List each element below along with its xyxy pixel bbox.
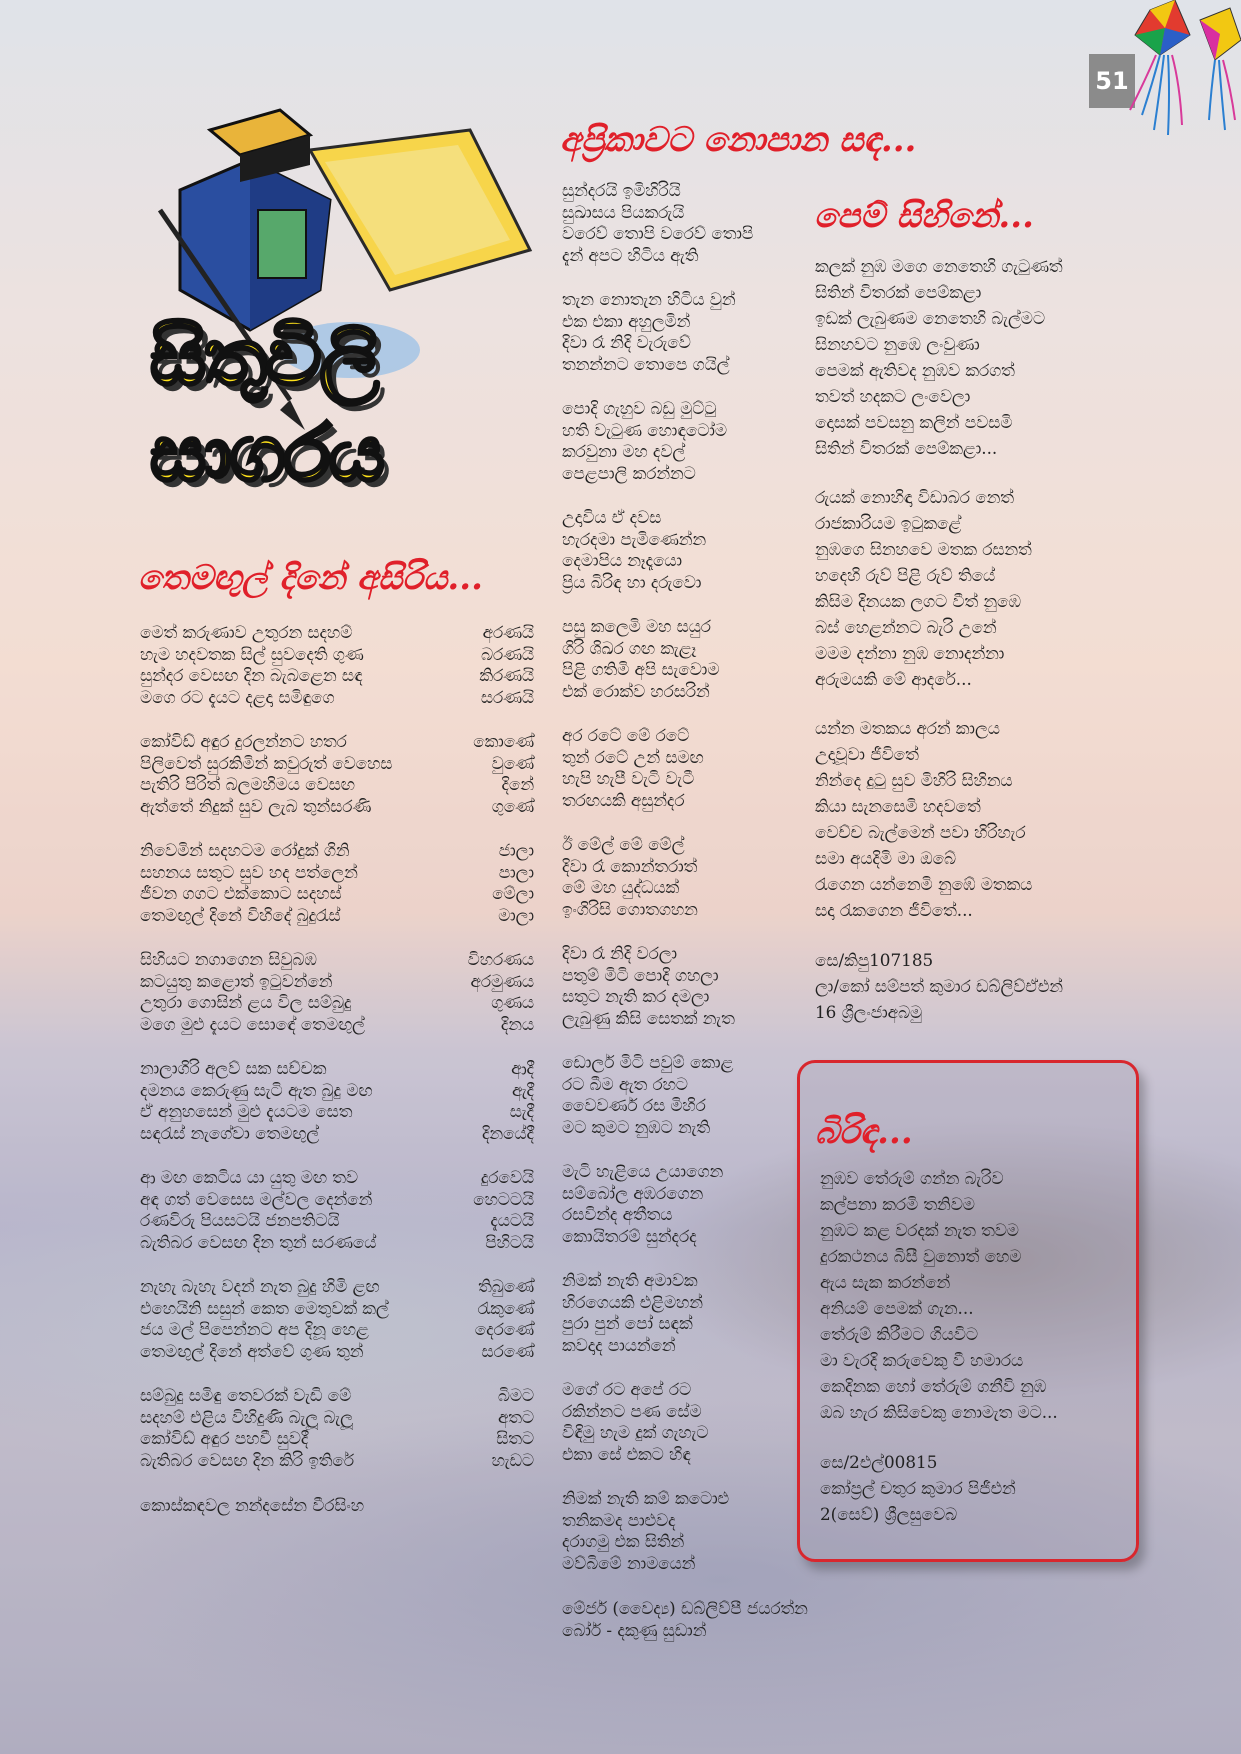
- poem1-line-text: සිහියට නගාගෙන සිවුබඹ: [140, 949, 317, 969]
- poem1-line-ending: ජාලා: [498, 840, 534, 860]
- poem1-line: [140, 1167, 534, 1189]
- poem2-body: [562, 180, 808, 1641]
- poem1-line-ending: විහරණය: [467, 949, 534, 969]
- poem1-line: [140, 1319, 534, 1341]
- poem4-lines: ඇය සැක කරන්නේ: [820, 1272, 951, 1292]
- poem2-line: පිළි ගතිමි අපි සැවොම: [562, 659, 720, 679]
- poem3-line: රැගෙන යන්නෙමි නුඹේ මතකය: [815, 874, 1033, 894]
- poem2-stanza: [562, 398, 792, 484]
- poem2-stanza: [562, 180, 792, 266]
- poem3-line: සදා රැකගෙන ජීවිතේ...: [815, 900, 973, 920]
- poem1-line-text: උතුරා ගොසින් ළය විල සම්බුදු: [140, 992, 352, 1012]
- poem2-line: මව්බිමේ නාමයෙන්: [562, 1552, 696, 1573]
- poem1-line-text: මෙත් කරුණාව උතුරන සදහම්: [140, 622, 353, 642]
- poem4-title: බිරිඳ...: [815, 1112, 913, 1152]
- poem2-line: කරවුනා මහ දවල්: [562, 441, 686, 461]
- logo-title-line1: සිතුවිලි: [150, 313, 378, 403]
- poem1-line-ending: අරමුණය: [470, 970, 534, 991]
- poem1-line: [140, 1407, 534, 1429]
- poem1-line-ending: අතට: [497, 1406, 534, 1427]
- poem1-line: [140, 622, 534, 644]
- poem1-line-text: ඒ අනුහසෙන් මුළු දැයටම සෙත: [140, 1101, 353, 1121]
- poem1-line-text: තෙමඟුල් දිනේ විහිදේ බුදුරැස්: [140, 904, 341, 925]
- poem1-line-text: අඳ ගත් වෙසෙස මල්වල දෙන්නේ: [140, 1188, 373, 1209]
- poem1-line-text: සුන්දර වෙසඟ දින බැබළෙන සඳ: [140, 665, 363, 685]
- poem2-line: ඉංගිරිසි ගොතගහන: [562, 898, 698, 919]
- poem1-title: තෙමඟුල් දිනේ අසිරිය...: [138, 558, 483, 598]
- poem4-lines: කෙදිනක හෝ තේරුම් ගනීවි නුඹ: [820, 1376, 1047, 1396]
- poem2-line: පුරා පුන් පෝ සඳක්: [562, 1313, 693, 1333]
- poem1-line-text: නිවෙමින් සදහටම රෝදුක් ගිනි: [140, 840, 350, 860]
- poem1-line: [140, 1189, 534, 1211]
- poem1-line-text: කෝවිඩ් අඳුර පහවී සුවදී: [140, 1428, 309, 1448]
- poem3-line: සිතින් විතරක් පෙම්කළා: [815, 282, 982, 302]
- poem1-line: [140, 796, 534, 818]
- poem3-line: නුඹගෙ සිනහවෙ මතක රසනත්: [815, 539, 1032, 559]
- poem4-lines: අනියම් පෙමක් ගැන...: [820, 1298, 974, 1318]
- poem1-line-ending: පාලා: [498, 861, 534, 882]
- poem1-line-ending: දැයටයි: [490, 1210, 534, 1230]
- poem1-line-text: ජය මල් පිපෙන්නට අප දිනූ හෙළ: [140, 1319, 369, 1339]
- poem1-line-text: සම්බුදු සමිඳු තෙවරක් වැඩි මේ: [140, 1385, 352, 1405]
- poem1-line-ending: දිනේ: [501, 774, 534, 794]
- poem2-line: පසු කලෙමි මහ සයුර: [562, 616, 711, 636]
- poem2-stanza: [562, 289, 792, 375]
- poem2-line: ඊ මේල් මේ මේල්: [562, 834, 685, 854]
- poem4-lines: දුරකථනය බිසී වුනොත් හෙම: [820, 1246, 1022, 1266]
- poem1-line-text: එහෙයිනි සසුන් කෙත මෙතුවක් කල්: [140, 1297, 389, 1318]
- poem3-line: සිනහවට නුඹෙ ලංවුණා: [815, 334, 980, 354]
- poem2-line: මට කුමට නුඹට නැති: [562, 1116, 710, 1137]
- poem1-line: [140, 1080, 534, 1102]
- logo-title: [150, 310, 470, 502]
- poem2-line: රකින්නට පණ සේම: [562, 1400, 702, 1421]
- poem1-stanza: [140, 840, 534, 926]
- poem2-line: දෙමාපිය නෑදෑයො: [562, 550, 683, 570]
- poem1-line-text: මගෙ රට දැයට දළදා සමිඳුගෙ: [140, 686, 335, 707]
- poem1-line-ending: බරණයි: [480, 643, 534, 664]
- poem3-line: ඉඩක් ලැබුණම නෙතෙහි බැල්මට: [815, 308, 1045, 328]
- poem1-line: [140, 1058, 534, 1080]
- poem2-line: එක් රොක්ව හරසරින්: [562, 680, 710, 701]
- poem1-line-ending: ආදී: [511, 1058, 534, 1078]
- poem2-author-lines: බෝර් - දකුණු සුඩාන්: [562, 1619, 707, 1640]
- poem2-line: කවදාද පායන්නේ: [562, 1334, 676, 1355]
- poem3-line: අරුමයකි මේ ආදරේ...: [815, 669, 972, 689]
- poem4-lines: මා වැරදි කරුවෙකු වී හමාරය: [820, 1350, 1024, 1370]
- poem1-line: [140, 840, 534, 862]
- poem2-line: සුඛාසය පියකරුයි: [562, 201, 685, 222]
- poem1-line-ending: ගුණේ: [491, 795, 534, 816]
- poem4-author-lines: 2(සෙව්) ශ්‍රීලසුවෙබ: [820, 1504, 958, 1524]
- poem1-line-ending: හෙටටයි: [473, 1188, 534, 1209]
- poem2-line: ඩොලර් මිටි පවුම් කොළ: [562, 1052, 734, 1072]
- poem2-line: හැපි හැපී වැටි වැටී: [562, 768, 695, 788]
- kite-decoration-icon: [1120, 0, 1241, 160]
- poem1-body: [140, 622, 534, 1517]
- poem2-line: දරාගමු එක සිතින්: [562, 1531, 685, 1551]
- poem1-line-text: නැහැ බැහැ වදන් නැත බුදු හිමි ළඟ: [140, 1276, 380, 1296]
- poem3-line: බස් හෙළන්නට බැරි උනේ: [815, 617, 997, 637]
- poem1-line-text: පිලිවෙත් සුරකිමින් කවුරුත් වෙහෙස: [140, 752, 393, 773]
- poem2-line: දිවා රෑ නිදි වරලා: [562, 943, 678, 963]
- poem3-line: රාජකාරියම ඉටුකළේ: [815, 513, 962, 533]
- poem3-title: පෙම් සිහිනේ...: [814, 196, 1034, 236]
- poem1-stanza: [140, 1276, 534, 1362]
- poem1-stanza: [140, 1385, 534, 1471]
- poem2-stanza: [562, 1270, 792, 1356]
- poem3-line: මමම දන්නා නුඹ නොදන්නා: [815, 643, 1005, 663]
- poem3-line: නින්දෙ දුටු සුව මිහිරි සිහිනය: [815, 770, 1013, 790]
- poem1-line: [140, 1298, 534, 1320]
- poem1-line: [140, 774, 534, 796]
- poem2-line: නිමක් නැති අමාවක: [562, 1270, 698, 1290]
- poem1-line: [140, 862, 534, 884]
- poem3-author: [815, 947, 1125, 1025]
- poem2-stanzas: [562, 180, 792, 1574]
- poem1-author: කොස්කඳවල නන්දසේන වීරසිංහ: [140, 1495, 364, 1515]
- poem2-line: මැටි හැළියෙ උයාගෙන: [562, 1161, 724, 1181]
- poem3-line: රුයක් නොහිඳා විඩාබර නෙත්: [815, 487, 1014, 507]
- poem4-author: [820, 1449, 1120, 1527]
- poem1-line-text: ආ මඟ කෙටිය යා යුතු මඟ තව: [140, 1167, 358, 1187]
- poem2-line: විඳිමු හැම දුක් ගැහැට: [562, 1422, 709, 1442]
- poem3-stanzas: [815, 253, 1125, 923]
- poem2-line: තුන් රටේ උන් සමඟ: [562, 746, 704, 767]
- poem3-stanza: [815, 253, 1125, 461]
- poem1-line-text: මගෙ මුළු දැයට සොඳේ තෙමඟුල්: [140, 1013, 365, 1034]
- poem1-line-ending: ඇදී: [511, 1079, 534, 1100]
- poem1-line-ending: බිමට: [497, 1385, 534, 1405]
- poem1-line: [140, 1123, 534, 1145]
- poem1-line: [140, 1276, 534, 1298]
- poem3-line: කියා සැනසෙමි හදවතේ: [815, 796, 981, 816]
- poem2-stanza: [562, 1379, 792, 1465]
- poem2-line: හති වැටුණ හොඳටෝම: [562, 419, 727, 440]
- poem3-line: තවත් හදකට ලංවෙලා: [815, 386, 971, 406]
- poem4-lines: නුඹව තේරුම් ගන්න බැරිව: [820, 1168, 1004, 1188]
- poem2-line: කොයිතරම් සුන්දරද: [562, 1225, 697, 1246]
- poem1-line: [140, 1210, 534, 1232]
- poem1-line-ending: දිනය: [500, 1013, 534, 1034]
- poem2-line: ප්‍රිය බිරිඳ හා දරුවො: [562, 571, 702, 592]
- poem1-line-text: ජීවන ගගට එක්කොට සදහස්: [140, 883, 342, 903]
- poem1-line: [140, 883, 534, 905]
- poem1-line-text: සඳරැස් නැගේවා තෙමඟුල්: [140, 1122, 320, 1143]
- poem2-stanza: [562, 725, 792, 811]
- poem1-line-ending: ගුණය: [491, 992, 534, 1012]
- poem3-line: උදාවූවා ජීවිතේ: [815, 744, 919, 764]
- poem2-line: පොදි ගැහුව බඩු මුට්ටු: [562, 398, 717, 418]
- poem1-line-ending: දිනයේදී: [481, 1122, 534, 1143]
- poem2-author-lines: මේජර් (වෛද්‍ය) ඩබ්ලිව්පී ජයරත්න: [562, 1598, 808, 1618]
- poem1-line: [140, 665, 534, 687]
- poem3-author-lines: 16 ශ්‍රීලංජාඅබමු: [815, 1002, 923, 1022]
- poem2-line: සුන්දරයි ඉමිහිරියි: [562, 180, 681, 200]
- poem1-line-text: හැම හදවතක සිල් සුවදෙති ගුණ: [140, 643, 364, 664]
- poem1-line: [140, 1450, 534, 1472]
- poem1-line: [140, 992, 534, 1014]
- logo-title-line2: සාගරය: [150, 409, 383, 499]
- page-number: 51: [1089, 54, 1135, 108]
- poem1-line: [140, 971, 534, 993]
- poem2-line: තැන නොතැන හිටිය වුන්: [562, 289, 736, 309]
- poem1-line-ending: මාලා: [498, 904, 534, 925]
- poem2-line: සතුට නැති කර දමලා: [562, 986, 710, 1006]
- poem1-line-text: කටයුතු කළොත් ඉටුවන්නේ: [140, 970, 333, 991]
- poem3-line: වෙච්ච බැල්මෙන් පවා හිරිහැර: [815, 822, 1026, 842]
- poem1-line-ending: සරණේ: [481, 1340, 534, 1361]
- poem1-line-ending: අරණයි: [482, 622, 534, 642]
- poem3-line: යන්න මතකය අරන් කාලය: [815, 718, 1000, 738]
- poem3-line: කලක් නුඹ මගෙ නෙතෙහි ගැටුණත්: [815, 256, 1063, 276]
- poem1-line-text: කෝවිඩ් අඳුර දුරලන්නට හතර: [140, 731, 347, 751]
- poem3-line: සිතින් විතරක් පෙම්කළා...: [815, 438, 998, 458]
- poem2-line: හිරගෙයකි එළිමහන්: [562, 1291, 703, 1312]
- poem2-author: [562, 1598, 808, 1641]
- poem2-line: හැරදමා පැමිණෙන්න: [562, 528, 707, 549]
- poem3-stanza: [815, 484, 1125, 692]
- poem1-stanza: [140, 731, 534, 817]
- poem1-stanzas: [140, 622, 534, 1471]
- poem1-line-text: තෙමඟුල් දිනේ අත්වේ ගුණ තුන්: [140, 1340, 364, 1361]
- poem1-stanza: [140, 949, 534, 1035]
- poem1-line: [140, 1101, 534, 1123]
- poem2-stanza: [562, 834, 792, 920]
- poem1-line-ending: සරණයි: [480, 686, 534, 707]
- poem3-body: [815, 253, 1125, 1025]
- poem4-author-lines: කෝප්‍රල් චතුර කුමාර පිජීඑන්: [820, 1478, 1016, 1498]
- poem3-line: දොසක් පවසනු කලින් පවසමි: [815, 412, 1013, 432]
- poem1-line-ending: කිරණයි: [479, 665, 534, 685]
- poem1-line: [140, 1014, 534, 1036]
- poem1-line-text: දමනය කෙරුණු සැටි ඇත බුදු මඟ: [140, 1079, 373, 1100]
- poem4-author-lines: සෙ/2එල්00815: [820, 1452, 938, 1472]
- poem2-line: සම්බෝල අඹරගෙන: [562, 1182, 704, 1203]
- poem3-line: පෙමක් ඇතිවද නුඹව කරගත්: [815, 360, 1015, 380]
- poem2-line: තනිකමද පාළුවද: [562, 1509, 676, 1530]
- poem3-stanza: [815, 715, 1125, 923]
- poem2-line: උදාවිය ඒ දවස: [562, 507, 662, 527]
- poem1-line-ending: සැදී: [509, 1101, 534, 1121]
- poem2-stanza: [562, 1488, 792, 1574]
- poem1-line-text: පැතිරි පිරිත් බලමහිමය වෙසඟ: [140, 774, 355, 794]
- poem2-line: නිමක් නැති කම් කටොළු: [562, 1488, 729, 1508]
- poem3-line: සමා අයදිමි මා ඔබේ: [815, 848, 957, 868]
- poem2-line: පෙළපාලි කරන්නට: [562, 462, 696, 483]
- poem2-stanza: [562, 1161, 792, 1247]
- poem1-line: [140, 1232, 534, 1254]
- poem1-line: [140, 905, 534, 927]
- poem1-line-ending: මේලා: [492, 883, 534, 903]
- poem1-line-text: නාලාගිරි අලව් සක සච්චක: [140, 1058, 327, 1078]
- poem1-line-ending: දුරවෙයි: [480, 1167, 534, 1187]
- poem1-line: [140, 731, 534, 753]
- poem4-lines: තේරුම් කිරීමට ගියවිට: [820, 1324, 978, 1344]
- poem1-line-text: සදහම් එළිය විහිදුණි බැලූ බැලූ: [140, 1406, 353, 1427]
- poem1-stanza: [140, 1167, 534, 1253]
- poem2-line: මේ මහ යුද්ධයක්: [562, 877, 680, 897]
- poem2-line: පතුම් මිටි පොදි ගහලා: [562, 964, 719, 985]
- poem4-body: [820, 1165, 1120, 1527]
- poem1-line: [140, 687, 534, 709]
- poem2-line: රසවින්ද අතීතය: [562, 1204, 673, 1224]
- poem2-stanza: [562, 1052, 792, 1138]
- poem1-line: [140, 644, 534, 666]
- poem1-line-text: ඇත්තේ නිදුක් සුව ලැබ තුන්සරණි: [140, 795, 372, 816]
- poem2-stanza: [562, 507, 792, 593]
- poem2-line: දිවා රෑ කොන්තරාත්: [562, 855, 698, 876]
- poem1-line: [140, 1385, 534, 1407]
- poem2-line: ලැබුණු කිසි සෙතක් නැත: [562, 1007, 735, 1028]
- poem1-stanza: [140, 1058, 534, 1144]
- poem1-line-ending: පිහිටයි: [485, 1231, 534, 1252]
- poem1-line-ending: කොණේ: [473, 731, 534, 751]
- poem2-line: වරෙව් තොපි වරෙව් තොපි: [562, 223, 754, 243]
- poem3-line: හදෙහි රුව් පිළි රුව් තියේ: [815, 565, 996, 585]
- poem2-line: වෛවර්ණ රස මිහිර: [562, 1095, 706, 1115]
- poem3-author-lines: සෙ/කිපු107185: [815, 950, 934, 970]
- poem1-line: [140, 949, 534, 971]
- poem1-stanza: [140, 622, 534, 708]
- poem2-line: එකා සේ එකට හිඳ: [562, 1443, 691, 1464]
- poem4-lines: කල්පනා කරමි තනිවම: [820, 1194, 975, 1214]
- poem2-title: අප්‍රිකාවට නොපාන සඳ...: [560, 120, 917, 160]
- poem1-line-ending: හැඩට: [491, 1449, 534, 1470]
- poem1-line-text: සහනය සතුට සුව හද පත්ලෙන්: [140, 861, 358, 882]
- poem2-line: දැන් අපට හිටිය ඇති: [562, 244, 699, 265]
- poem1-line-ending: තිබුණේ: [478, 1276, 534, 1296]
- poem3-author-lines: ලා/කෝ සම්පත් කුමාර ඩබ්ලිව්ඒඑන්: [815, 976, 1063, 996]
- poem1-line-text: බැතිබර වෙසඟ දින තුන් සරණයේ: [140, 1231, 377, 1252]
- poem1-line-text: බැතිබර වෙසඟ දින කිරි ඉතිරේ: [140, 1449, 354, 1470]
- poem2-line: ගිරි ශිඛර ගඟ කැළෑ: [562, 637, 697, 658]
- poem2-line: එක එකා අහුලමින්: [562, 310, 691, 331]
- poem1-line: [140, 753, 534, 775]
- poem2-line: තනන්නට තොපෙ ගයිල්: [562, 353, 730, 374]
- poem4-lines: නුඹට කළ වරදක් නැත තවම: [820, 1220, 1019, 1240]
- poem2-stanza: [562, 616, 792, 702]
- poem2-line: මගේ රට අපේ රට: [562, 1379, 692, 1399]
- poem4-lines: ඔබ හැර කිසිවෙකු නොමැත මට...: [820, 1402, 1058, 1422]
- poem1-line-text: රණවිරු පියසටයි ජනපතිටයි: [140, 1210, 340, 1230]
- poem3-line: කිසිම දිනයක ලගට වීත් නුඹෙ: [815, 591, 1021, 611]
- poem1-line: [140, 1341, 534, 1363]
- poem2-stanza: [562, 943, 792, 1029]
- poem2-line: තරඟයකි අසුන්දර: [562, 789, 685, 810]
- poem2-line: අර රටේ මේ රටේ: [562, 725, 690, 745]
- poem1-line-ending: රැකුණේ: [477, 1297, 534, 1318]
- poem2-line: රට බීම ඇත රහට: [562, 1073, 688, 1094]
- poem1-line: [140, 1428, 534, 1450]
- poem1-line-ending: දෙරණේ: [474, 1319, 534, 1339]
- poem1-line-ending: වුණේ: [491, 752, 534, 773]
- poem4-lines: [820, 1165, 1120, 1425]
- poem1-line-ending: සිතට: [496, 1428, 534, 1448]
- poem2-line: දිවා රෑ නිදි වැරුවේ: [562, 332, 691, 352]
